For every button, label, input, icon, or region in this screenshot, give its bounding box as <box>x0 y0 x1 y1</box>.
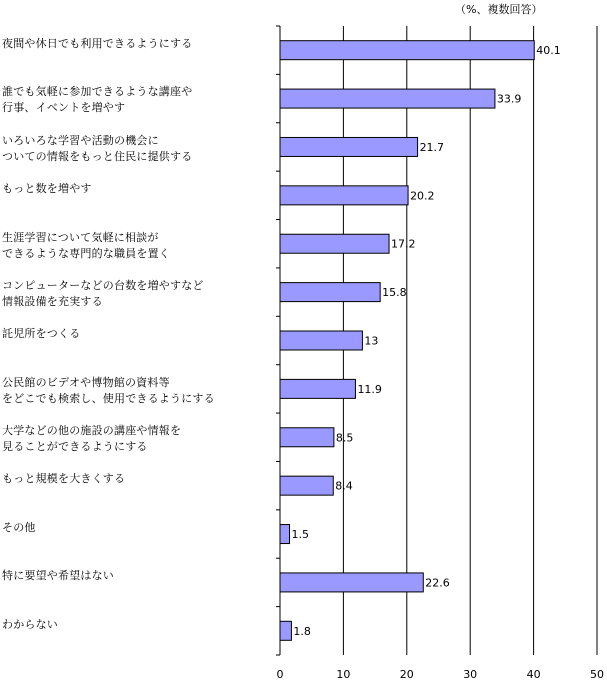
bar <box>280 525 290 544</box>
bar <box>280 573 423 592</box>
value-label: 22.6 <box>425 576 450 590</box>
value-label: 20.2 <box>410 189 435 203</box>
x-tick-label: 10 <box>336 668 351 681</box>
bar <box>280 331 362 350</box>
x-tick-label: 30 <box>463 668 478 681</box>
bar <box>280 379 355 398</box>
value-label: 33.9 <box>496 92 522 106</box>
category-label: もっと規模を大きくする <box>2 472 126 486</box>
category-label: 夜間や休日でも利用できるようにする <box>2 37 193 50</box>
category-label: コンピューターなどの台数を増やすなど 情報設備を充実する <box>2 278 204 308</box>
category-label: 特に要望や希望はない <box>2 569 114 583</box>
x-tick-label: 0 <box>276 668 284 681</box>
value-label: 8.5 <box>335 431 354 445</box>
x-tick-label: 40 <box>526 668 541 681</box>
value-label: 17.2 <box>391 237 416 251</box>
category-label: もっと数を増やす <box>2 182 92 196</box>
x-tick-label: 20 <box>399 668 414 681</box>
value-label: 1.8 <box>293 624 311 638</box>
value-label: 15.8 <box>382 286 407 300</box>
value-label: 13 <box>364 334 379 348</box>
value-label: 21.7 <box>419 140 445 154</box>
value-label: 1.5 <box>291 528 310 542</box>
unit-note: （%、複数回答） <box>455 3 543 16</box>
bar <box>280 137 418 156</box>
bar <box>280 186 408 205</box>
bar <box>280 476 333 495</box>
bar <box>280 89 495 108</box>
category-label: いろいろな学習や活動の機会に ついての情報をもっと住民に提供する <box>2 133 193 163</box>
value-label: 11.9 <box>357 382 382 396</box>
x-tick-label: 50 <box>590 668 604 681</box>
category-label: 託児所をつくる <box>2 327 81 341</box>
category-label: 公民館のビデオや博物館の資料等 をどこでも検索し、使用できるようにする <box>2 375 215 405</box>
bar <box>280 621 291 640</box>
category-label: 誰でも気軽に参加できるような講座や 行事、イベントを増やす <box>2 85 193 115</box>
bar <box>280 428 334 447</box>
category-label: 生涯学習について気軽に相談が できるような専門的な職員を置く <box>2 230 170 260</box>
bar <box>280 234 389 253</box>
category-label: 大学などの他の施設の講座や情報を 見ることができるようにする <box>2 424 182 454</box>
category-label: その他 <box>2 520 36 534</box>
bar <box>280 283 380 302</box>
value-label: 8.4 <box>335 479 353 493</box>
category-label: わからない <box>2 617 58 631</box>
value-label: 40.1 <box>536 44 561 58</box>
bar <box>280 41 534 60</box>
